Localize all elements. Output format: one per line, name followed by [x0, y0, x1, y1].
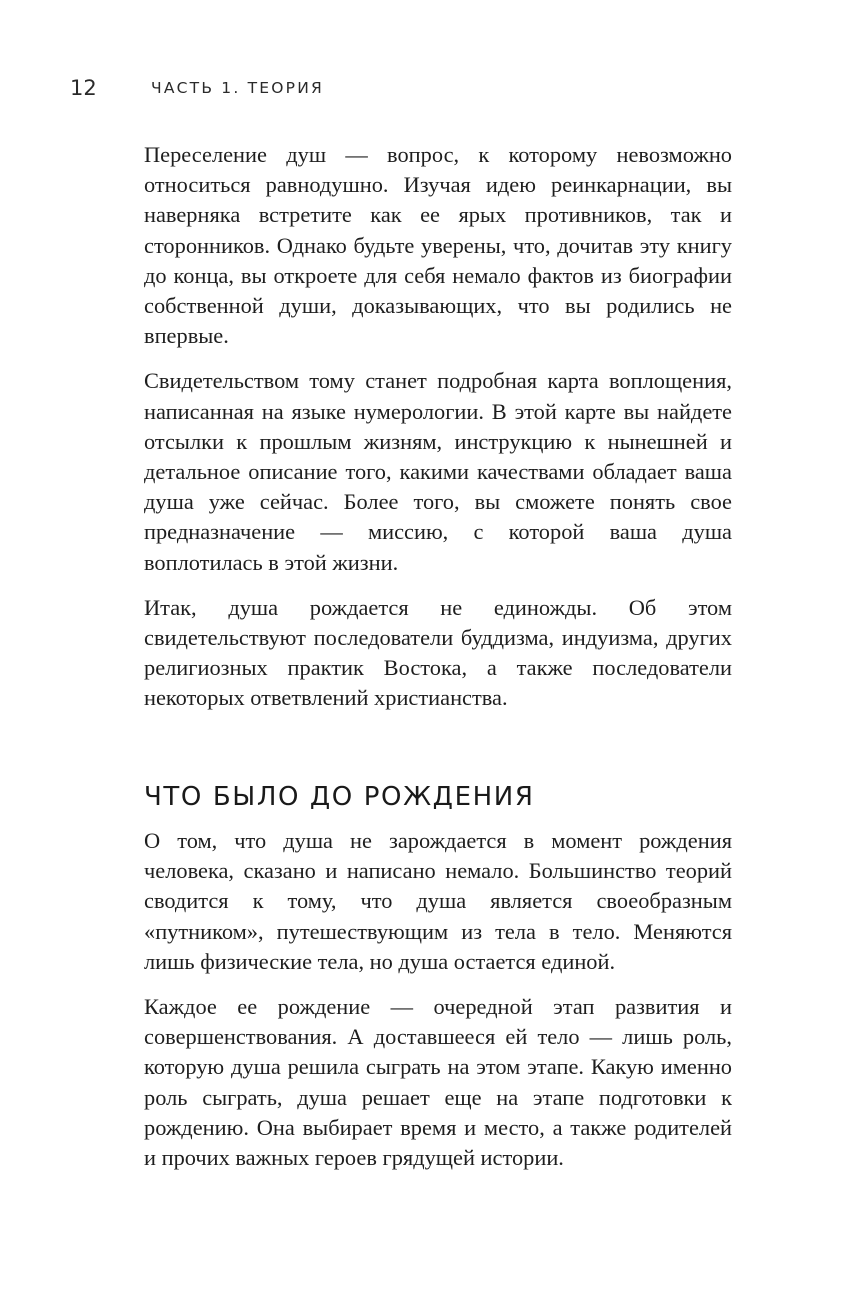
section-heading: ЧТО БЫЛО ДО РОЖДЕНИЯ	[144, 782, 535, 812]
paragraph: Итак, душа рождается не единожды. Об этом свидетельствуют последователи буддизма, индуизма, других религиозных практик Востока, а также последователи некоторых ответвлений христианства.	[144, 594, 732, 711]
running-head: ЧАСТЬ 1. ТЕОРИЯ	[151, 79, 324, 97]
paragraph: О том, что душа не зарождается в момент рождения человека, сказано и написано немало. Большинство теорий сводится к тому, что душа является своеобразным «путником», путешествующим из тела в тело. Меняются лишь физические тела, но душа остается единой.	[144, 828, 732, 974]
section-text	[144, 826, 732, 1188]
page-number: 12	[70, 76, 97, 100]
paragraph: Каждое ее рождение — очередной этап развития и совершенствования. А доставшееся ей тело — лишь роль, которую душа решила сыграть на этом этапе. Какую именно роль сыграть, душа решает еще на этапе подготовки к рождению. Она выбирает время и место, а также родителей и прочих важных героев грядущей истории.	[144, 994, 732, 1171]
paragraph: Переселение душ — вопрос, к которому невозможно относиться равнодушно. Изучая идею реинкарнации, вы наверняка встретите как ее ярых противников, так и сторонников. Однако будьте уверены, что, дочитав эту книгу до конца, вы откроете для себя немало фактов из биографии собственной души, доказывающих, что вы родились не впервые.	[144, 142, 732, 349]
paragraph: Свидетельством тому станет подробная карта воплощения, написанная на языке нумерологии. В этой карте вы найдете отсылки к прошлым жизням, инструкцию к нынешней и детальное описание того, какими качествами обладает ваша душа уже сейчас. Более того, вы сможете понять свое предназначение — миссию, с которой ваша душа воплотилась в этой жизни.	[144, 368, 732, 575]
page-header	[70, 76, 770, 104]
intro-text	[144, 140, 732, 729]
